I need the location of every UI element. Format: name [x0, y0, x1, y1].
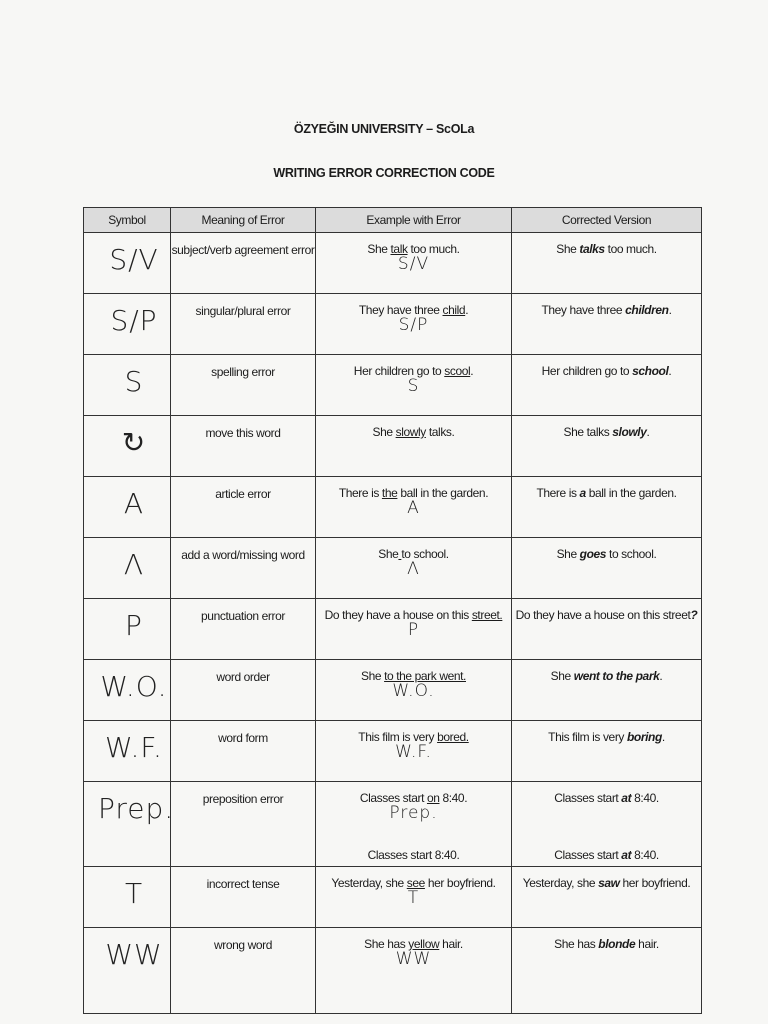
corrected-text: Do they have a house on this street	[515, 608, 691, 622]
error-meaning: subject/verb agreement error	[171, 233, 316, 294]
corrected-text: She	[556, 242, 580, 256]
table-row	[84, 782, 702, 867]
table-row	[84, 599, 702, 660]
corrected-text: She talks	[563, 425, 613, 439]
error-symbol: P	[84, 599, 171, 660]
table-row	[84, 660, 702, 721]
corrected-word: school	[632, 364, 669, 378]
corrected-text: She has	[554, 937, 599, 951]
example-text: This film is very	[358, 730, 438, 744]
marked-error: bored.	[437, 730, 469, 744]
handwritten-code: Prep.	[389, 803, 438, 823]
header-meaning: Meaning of Error	[171, 208, 316, 233]
document-subtitle: WRITING ERROR CORRECTION CODE	[273, 166, 495, 180]
handwritten-code: W.F.	[395, 742, 432, 762]
table-row	[84, 416, 702, 477]
example-with-error	[316, 928, 512, 1014]
example-text: She	[378, 547, 399, 561]
corrected-word: talks	[579, 242, 605, 256]
corrected-text: hair.	[635, 937, 659, 951]
handwritten-code: S/V	[397, 254, 430, 274]
corrected-text: They have three	[541, 303, 626, 317]
example-with-error	[316, 599, 512, 660]
corrected-word: blonde	[598, 937, 636, 951]
table-row	[84, 477, 702, 538]
error-symbol: W.F.	[84, 721, 171, 782]
header-symbol: Symbol	[84, 208, 171, 233]
marked-error: the	[381, 486, 398, 500]
example-second-line: Classes start 8:40.	[367, 848, 460, 862]
corrected-word: saw	[598, 876, 620, 890]
marked-error: slowly	[395, 425, 426, 439]
example-text: She	[367, 242, 391, 256]
marked-error: see	[406, 876, 425, 890]
corrected-text: to school.	[606, 547, 657, 561]
handwritten-code: A	[407, 498, 420, 518]
document-title: ÖZYEĞIN UNIVERSITY – ScOLa	[293, 122, 475, 136]
corrected-version	[512, 721, 702, 782]
error-symbol: Λ	[84, 538, 171, 599]
example-text: She	[360, 669, 385, 683]
table-row	[84, 233, 702, 294]
corrected-text: .	[661, 730, 665, 744]
table-row	[84, 867, 702, 928]
example-text: .	[465, 303, 469, 317]
error-meaning: singular/plural error	[171, 294, 316, 355]
example-text: There is	[338, 486, 382, 500]
table-row	[84, 538, 702, 599]
example-with-error	[316, 294, 512, 355]
error-meaning: word form	[171, 721, 316, 782]
corrected-text: She	[550, 669, 574, 683]
marked-error: child	[442, 303, 466, 317]
example-text: They have three	[358, 303, 443, 317]
table-row	[84, 721, 702, 782]
corrected-text: .	[646, 425, 650, 439]
marked-error: on	[426, 791, 440, 805]
handwritten-code: S	[407, 376, 420, 396]
error-symbol: ↻	[84, 416, 171, 477]
example-text: too much.	[407, 242, 460, 256]
example-with-error	[316, 233, 512, 294]
corrected-version	[512, 867, 702, 928]
error-meaning: wrong word	[171, 928, 316, 1014]
error-meaning: spelling error	[171, 355, 316, 416]
table-row	[84, 928, 702, 1014]
corrected-version	[512, 416, 702, 477]
marked-error: talk	[390, 242, 408, 256]
corrected-version	[512, 660, 702, 721]
error-symbol: Prep.	[84, 782, 171, 867]
corrected-version	[512, 538, 702, 599]
corrected-text: Her children go to	[541, 364, 633, 378]
example-with-error	[316, 477, 512, 538]
example-text: to school.	[401, 547, 449, 561]
corrected-text: .	[668, 364, 672, 378]
error-symbol: A	[84, 477, 171, 538]
corrected-word: went to the park	[573, 669, 660, 683]
example-with-error	[316, 721, 512, 782]
corrected-word: boring	[626, 730, 662, 744]
corrected-second-line	[512, 848, 701, 862]
error-symbol: W.O.	[84, 660, 171, 721]
corrected-text: ball in the garden.	[585, 486, 677, 500]
corrected-text: her boyfriend.	[619, 876, 691, 890]
corrected-word: goes	[579, 547, 607, 561]
corrected-version	[512, 477, 702, 538]
corrected-version	[512, 233, 702, 294]
header-example: Example with Error	[316, 208, 512, 233]
header-corrected: Corrected Version	[512, 208, 702, 233]
corrected-version	[512, 294, 702, 355]
example-text: She	[372, 425, 396, 439]
error-symbol: S/V	[84, 233, 171, 294]
example-with-error	[316, 416, 512, 477]
corrected-word: a	[579, 486, 586, 500]
corrected-text: Classes start	[554, 791, 622, 805]
error-meaning: incorrect tense	[171, 867, 316, 928]
marked-error: scool	[444, 364, 471, 378]
corrected-text: This film is very	[548, 730, 627, 744]
corrected-version	[512, 355, 702, 416]
error-meaning: word order	[171, 660, 316, 721]
example-text: hair.	[439, 937, 463, 951]
example-with-error	[316, 782, 512, 867]
handwritten-code: Λ	[407, 559, 420, 579]
corrected-word: ?	[690, 608, 698, 622]
corrected-text: There is	[536, 486, 580, 500]
corrected-text: 8:40.	[631, 791, 659, 805]
example-with-error	[316, 867, 512, 928]
error-meaning: preposition error	[171, 782, 316, 867]
marked-error: yellow	[408, 937, 440, 951]
corrected-text: Yesterday, she	[522, 876, 599, 890]
error-meaning: punctuation error	[171, 599, 316, 660]
marked-error: to the park went.	[384, 669, 466, 683]
corrected-text: too much.	[604, 242, 657, 256]
example-text: Do they have a house on this	[324, 608, 472, 622]
example-text: her boyfriend.	[424, 876, 496, 890]
example-text: .	[470, 364, 474, 378]
corrected-word: at	[621, 791, 632, 805]
example-text: Her children go to	[353, 364, 445, 378]
example-text: She has	[364, 937, 409, 951]
handwritten-code: WW	[395, 949, 432, 969]
handwritten-code: P	[407, 620, 420, 640]
handwritten-code: W.O.	[392, 681, 435, 701]
error-symbol: S/P	[84, 294, 171, 355]
corrected-word: at	[621, 848, 632, 862]
handwritten-code: T	[407, 888, 420, 908]
example-text: Classes start	[359, 791, 427, 805]
example-text: talks.	[425, 425, 455, 439]
example-text: ball in the garden.	[397, 486, 489, 500]
corrected-version	[512, 928, 702, 1014]
example-with-error	[316, 538, 512, 599]
error-code-table	[83, 207, 702, 1014]
example-with-error	[316, 355, 512, 416]
table-row	[84, 294, 702, 355]
error-symbol: S	[84, 355, 171, 416]
table-row	[84, 355, 702, 416]
error-meaning: move this word	[171, 416, 316, 477]
corrected-text: .	[668, 303, 672, 317]
corrected-text: She	[556, 547, 580, 561]
error-symbol: T	[84, 867, 171, 928]
corrected-word: children	[625, 303, 669, 317]
corrected-text: Classes start	[554, 848, 622, 862]
corrected-text: .	[659, 669, 663, 683]
example-with-error	[316, 660, 512, 721]
error-symbol: WW	[84, 928, 171, 1014]
table-header-row	[84, 208, 702, 233]
corrected-text: 8:40.	[631, 848, 659, 862]
error-meaning: add a word/missing word	[171, 538, 316, 599]
corrected-version	[512, 782, 702, 867]
marked-error: street.	[471, 608, 503, 622]
error-meaning: article error	[171, 477, 316, 538]
corrected-word: slowly	[612, 425, 647, 439]
example-text: Yesterday, she	[331, 876, 407, 890]
corrected-version	[512, 599, 702, 660]
handwritten-code: S/P	[398, 315, 429, 335]
example-text: 8:40.	[439, 791, 468, 805]
